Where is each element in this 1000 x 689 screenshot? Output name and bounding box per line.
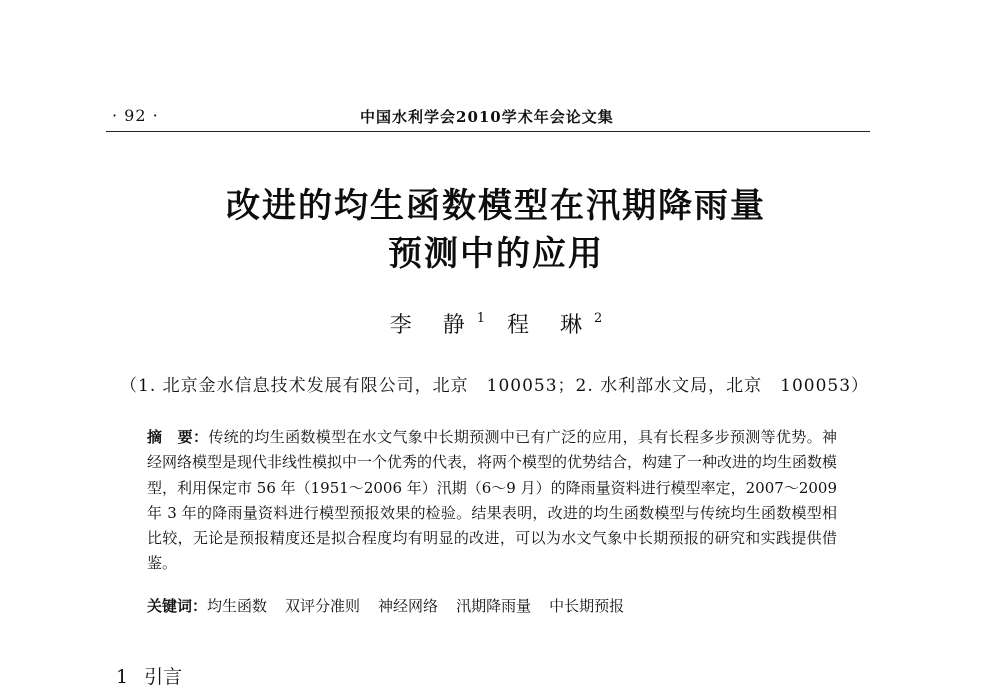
affiliations: （1. 北京金水信息技术发展有限公司，北京 100053；2. 水利部水文局，北京 100053） [120, 376, 870, 396]
page-number: · 92 · [112, 106, 159, 125]
keyword: 中长期预报 [549, 597, 625, 615]
header-divider [106, 131, 870, 132]
section-title: 引言 [144, 666, 183, 688]
keyword: 双评分准则 [285, 597, 361, 615]
keyword: 神经网络 [378, 597, 439, 615]
paper-title-line-1: 改进的均生函数模型在汛期降雨量 [226, 186, 766, 226]
author-affiliation-mark: 2 [594, 310, 603, 326]
author-list [106, 308, 886, 339]
paper-title-line-2: 预测中的应用 [388, 234, 604, 274]
abstract [147, 425, 837, 577]
abstract-text: 传统的均生函数模型在水文气象中长期预测中已有广泛的应用，具有长程多步预测等优势。神经网络模型是现代非线性模拟中一个优秀的代表，将两个模型的优势结合，构建了一种改进的均生函数模型，利用保定市 56 年（1951～2006 年）汛期（6～9 月）的降雨量资料进行模型率定，2007～2009 年 3 年的降雨量资料进行模型预报效果的检验。结果表明，改进的均生函数模型与传统均生函数模型相比较，无论是预报精度还是拟合程度均有明显的改进，可以为水文气象中长期预报的研究和实践提供借鉴。 [147, 428, 838, 573]
keywords-label: 关键词： [147, 597, 208, 615]
abstract-label: 摘 要： [147, 428, 209, 446]
keywords [147, 595, 837, 616]
keyword: 汛期降雨量 [456, 597, 532, 615]
running-header: 中国水利学会2010学术年会论文集 [360, 108, 614, 126]
author-2 [507, 308, 602, 339]
keyword: 均生函数 [207, 597, 268, 615]
author-affiliation-mark: 1 [476, 310, 485, 326]
section-heading [116, 662, 182, 689]
author-name: 程 琳 [507, 313, 594, 338]
author-1 [390, 308, 485, 339]
author-name: 李 静 [389, 313, 477, 338]
section-number: 1 [116, 666, 129, 688]
